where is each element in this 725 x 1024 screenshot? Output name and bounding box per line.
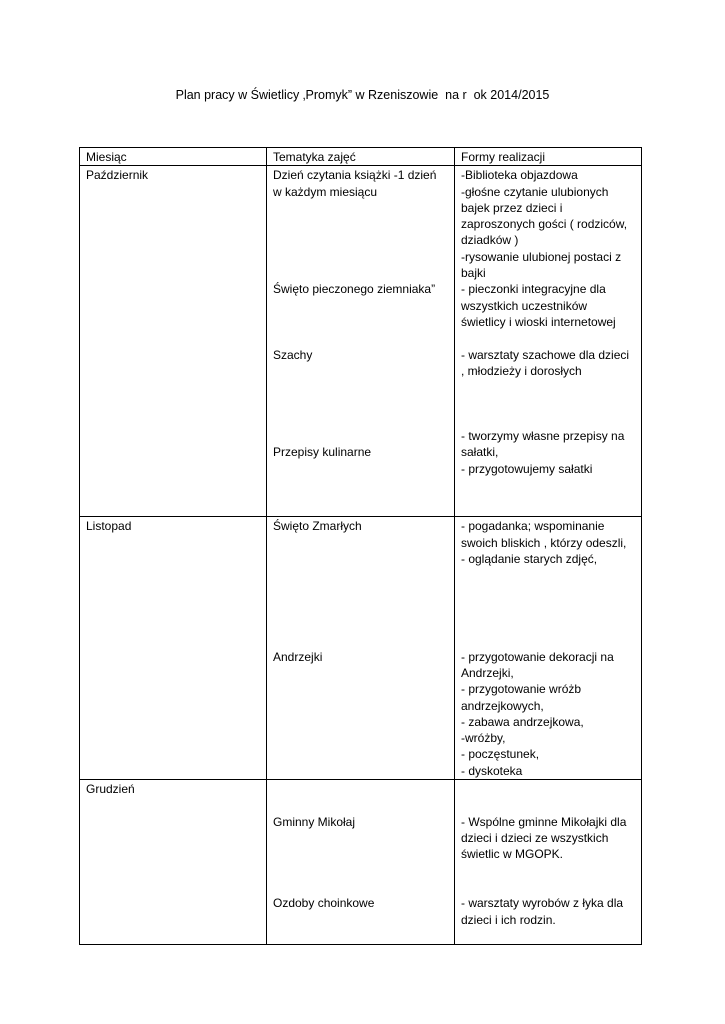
- header-topic: Tematyka zajęć: [267, 148, 455, 166]
- form-line: - tworzymy własne przepisy na: [461, 429, 625, 444]
- form-line: - warsztaty szachowe dla dzieci: [461, 347, 630, 362]
- form-line: - oglądanie starych zdjęć,: [461, 551, 598, 566]
- form-line: - Wspólne gminne Mikołajki dla: [461, 814, 627, 829]
- forms-cell: [455, 517, 642, 780]
- form-line: Andrzejki,: [461, 665, 514, 680]
- form-line: dzieci i ich rodzin.: [461, 912, 556, 927]
- form-line: -głośne czytanie ulubionych: [461, 184, 609, 199]
- topic-line: Święto Zmarłych: [273, 519, 362, 534]
- forms-cell: [455, 780, 642, 945]
- form-line: - przygotowanie wróżb: [461, 682, 582, 697]
- form-line: sałatki,: [461, 445, 499, 460]
- month-label: Grudzień: [86, 782, 135, 797]
- form-line: - pieczonki integracyjne dla: [461, 282, 606, 297]
- form-line: - pogadanka; wspominanie: [461, 519, 605, 534]
- form-line: swoich bliskich , którzy odeszli,: [461, 535, 627, 550]
- form-line: świetlic w MGOPK.: [461, 847, 564, 862]
- page-title: Plan pracy w Świetlicy ‚Promyk” w Rzeniszowie na r ok 2014/2015: [175, 88, 550, 102]
- form-line: dzieci i dzieci ze wszystkich: [461, 831, 609, 846]
- forms-cell: [455, 166, 642, 517]
- form-line: - zabawa andrzejkowa,: [461, 714, 584, 729]
- form-line: - dyskoteka: [461, 763, 523, 778]
- header-forms: Formy realizacji: [455, 148, 642, 166]
- form-line: -wróżby,: [461, 731, 506, 746]
- month-label: Listopad: [86, 519, 132, 534]
- table-row-pazdziernik: [80, 166, 642, 517]
- form-line: -rysowanie ulubionej postaci z: [461, 249, 622, 264]
- table-row-grudzien: [80, 780, 642, 945]
- topic-line: Święto pieczonego ziemniaka”: [273, 282, 436, 297]
- month-label: Październik: [86, 168, 149, 183]
- form-line: bajki: [461, 266, 486, 281]
- form-line: zaproszonych gości ( rodziców,: [461, 217, 628, 232]
- topic-cell: [267, 517, 455, 780]
- form-line: - warsztaty wyrobów z łyka dla: [461, 896, 624, 911]
- table-header-row: [80, 148, 642, 166]
- topic-line: w każdym miesiącu: [273, 184, 378, 199]
- topic-line: Andrzejki: [273, 649, 323, 664]
- table-row-listopad: [80, 517, 642, 780]
- month-cell: [80, 517, 267, 780]
- header-month: Miesiąc: [80, 148, 267, 166]
- topic-line: Przepisy kulinarne: [273, 445, 372, 460]
- work-plan-table: [79, 147, 642, 945]
- month-cell: [80, 166, 267, 517]
- topic-line: Gminny Mikołaj: [273, 814, 356, 829]
- form-line: dziadków ): [461, 233, 519, 248]
- topic-line: Dzień czytania książki -1 dzień: [273, 168, 437, 183]
- form-line: andrzejkowych,: [461, 698, 544, 713]
- topic-line: Ozdoby choinkowe: [273, 896, 375, 911]
- topic-cell: [267, 780, 455, 945]
- topic-line: Szachy: [273, 347, 313, 362]
- form-line: wszystkich uczestników: [461, 298, 588, 313]
- month-cell: [80, 780, 267, 945]
- form-line: bajek przez dzieci i: [461, 200, 563, 215]
- form-line: -Biblioteka objazdowa: [461, 168, 578, 183]
- topic-cell: [267, 166, 455, 517]
- form-line: - przygotowujemy sałatki: [461, 461, 593, 476]
- form-line: - przygotowanie dekoracji na: [461, 649, 614, 664]
- form-line: świetlicy i wioski internetowej: [461, 314, 616, 329]
- form-line: - poczęstunek,: [461, 747, 540, 762]
- form-line: , młodzieży i dorosłych: [461, 363, 582, 378]
